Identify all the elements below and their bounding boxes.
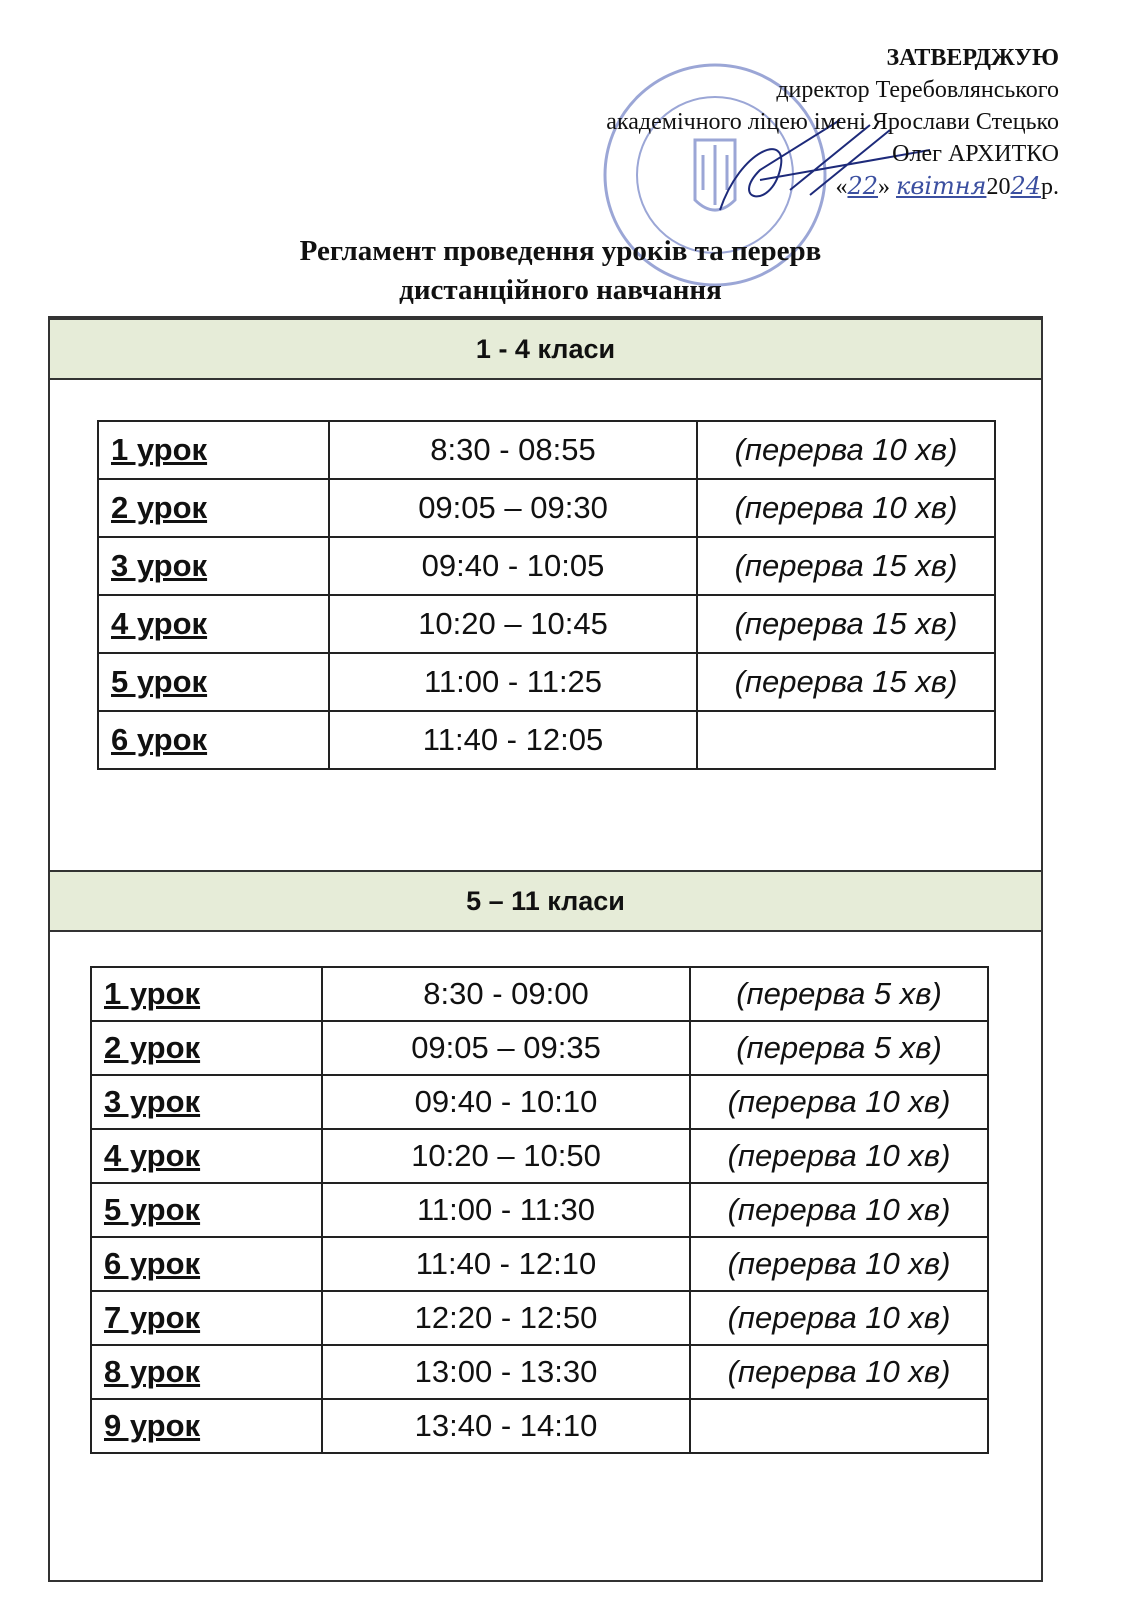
- break-cell: (перерва 15 хв): [697, 537, 995, 595]
- lesson-cell: 5 урок: [98, 653, 329, 711]
- date-year: 24: [1010, 172, 1041, 200]
- lesson-cell: 3 урок: [91, 1075, 322, 1129]
- approval-title: ЗАТВЕРДЖУЮ: [886, 45, 1059, 71]
- date-day: 22: [847, 172, 879, 200]
- time-cell: 11:00 - 11:30: [322, 1183, 690, 1237]
- lesson-cell: 4 урок: [98, 595, 329, 653]
- time-cell: 13:40 - 14:10: [322, 1399, 690, 1453]
- schedule-table-5-11: [90, 966, 989, 1454]
- break-cell: (перерва 15 хв): [697, 595, 995, 653]
- document-title: Регламент проведення уроків та перерв дистанційного навчання: [299, 235, 822, 306]
- break-cell: (перерва 10 хв): [690, 1291, 988, 1345]
- break-cell: (перерва 10 хв): [697, 479, 995, 537]
- table-row: [91, 1075, 988, 1129]
- table-row: [98, 653, 995, 711]
- approval-institution: академічного ліцею імені Ярослави Стецько: [606, 109, 1059, 135]
- time-cell: 12:20 - 12:50: [322, 1291, 690, 1345]
- table-row: [98, 595, 995, 653]
- table-row: [91, 1291, 988, 1345]
- time-cell: 09:40 - 10:05: [329, 537, 697, 595]
- break-cell: (перерва 10 хв): [697, 421, 995, 479]
- lesson-cell: 1 урок: [91, 967, 322, 1021]
- date-month: квітня: [896, 172, 987, 200]
- table-row: [91, 1129, 988, 1183]
- lesson-cell: 4 урок: [91, 1129, 322, 1183]
- break-cell: (перерва 5 хв): [690, 967, 988, 1021]
- break-cell: (перерва 5 хв): [690, 1021, 988, 1075]
- table-row: [91, 1021, 988, 1075]
- lesson-cell: 8 урок: [91, 1345, 322, 1399]
- break-cell: [697, 711, 995, 769]
- table-row: [91, 1183, 988, 1237]
- time-cell: 8:30 - 09:00: [322, 967, 690, 1021]
- lesson-cell: 2 урок: [98, 479, 329, 537]
- time-cell: 10:20 – 10:45: [329, 595, 697, 653]
- break-cell: (перерва 10 хв): [690, 1345, 988, 1399]
- time-cell: 09:40 - 10:10: [322, 1075, 690, 1129]
- time-cell: 10:20 – 10:50: [322, 1129, 690, 1183]
- approval-position: директор Теребовлянського: [776, 77, 1059, 103]
- table-row: [98, 479, 995, 537]
- time-cell: 09:05 – 09:30: [329, 479, 697, 537]
- lesson-cell: 2 урок: [91, 1021, 322, 1075]
- lesson-cell: 6 урок: [91, 1237, 322, 1291]
- time-cell: 11:40 - 12:10: [322, 1237, 690, 1291]
- time-cell: 8:30 - 08:55: [329, 421, 697, 479]
- break-cell: (перерва 10 хв): [690, 1075, 988, 1129]
- break-cell: [690, 1399, 988, 1453]
- table-row: [98, 711, 995, 769]
- table-row: [91, 1237, 988, 1291]
- break-cell: (перерва 10 хв): [690, 1129, 988, 1183]
- approval-date: «22» квітня2024р.: [835, 172, 1059, 200]
- time-cell: 11:00 - 11:25: [329, 653, 697, 711]
- lesson-cell: 1 урок: [98, 421, 329, 479]
- lesson-cell: 3 урок: [98, 537, 329, 595]
- table-row: [91, 967, 988, 1021]
- break-cell: (перерва 15 хв): [697, 653, 995, 711]
- lesson-cell: 5 урок: [91, 1183, 322, 1237]
- section-header-5-11: 5 – 11 класи: [50, 870, 1041, 932]
- table-row: [91, 1399, 988, 1453]
- table-row: [98, 537, 995, 595]
- break-cell: (перерва 10 хв): [690, 1237, 988, 1291]
- lesson-cell: 7 урок: [91, 1291, 322, 1345]
- time-cell: 09:05 – 09:35: [322, 1021, 690, 1075]
- schedule-table-1-4: [97, 420, 996, 770]
- lesson-cell: 6 урок: [98, 711, 329, 769]
- break-cell: (перерва 10 хв): [690, 1183, 988, 1237]
- time-cell: 13:00 - 13:30: [322, 1345, 690, 1399]
- approval-block: [606, 42, 1059, 203]
- lesson-cell: 9 урок: [91, 1399, 322, 1453]
- table-row: [91, 1345, 988, 1399]
- approval-name: Олег АРХИТКО: [892, 141, 1059, 167]
- section-header-1-4: 1 - 4 класи: [50, 318, 1041, 380]
- table-row: [98, 421, 995, 479]
- time-cell: 11:40 - 12:05: [329, 711, 697, 769]
